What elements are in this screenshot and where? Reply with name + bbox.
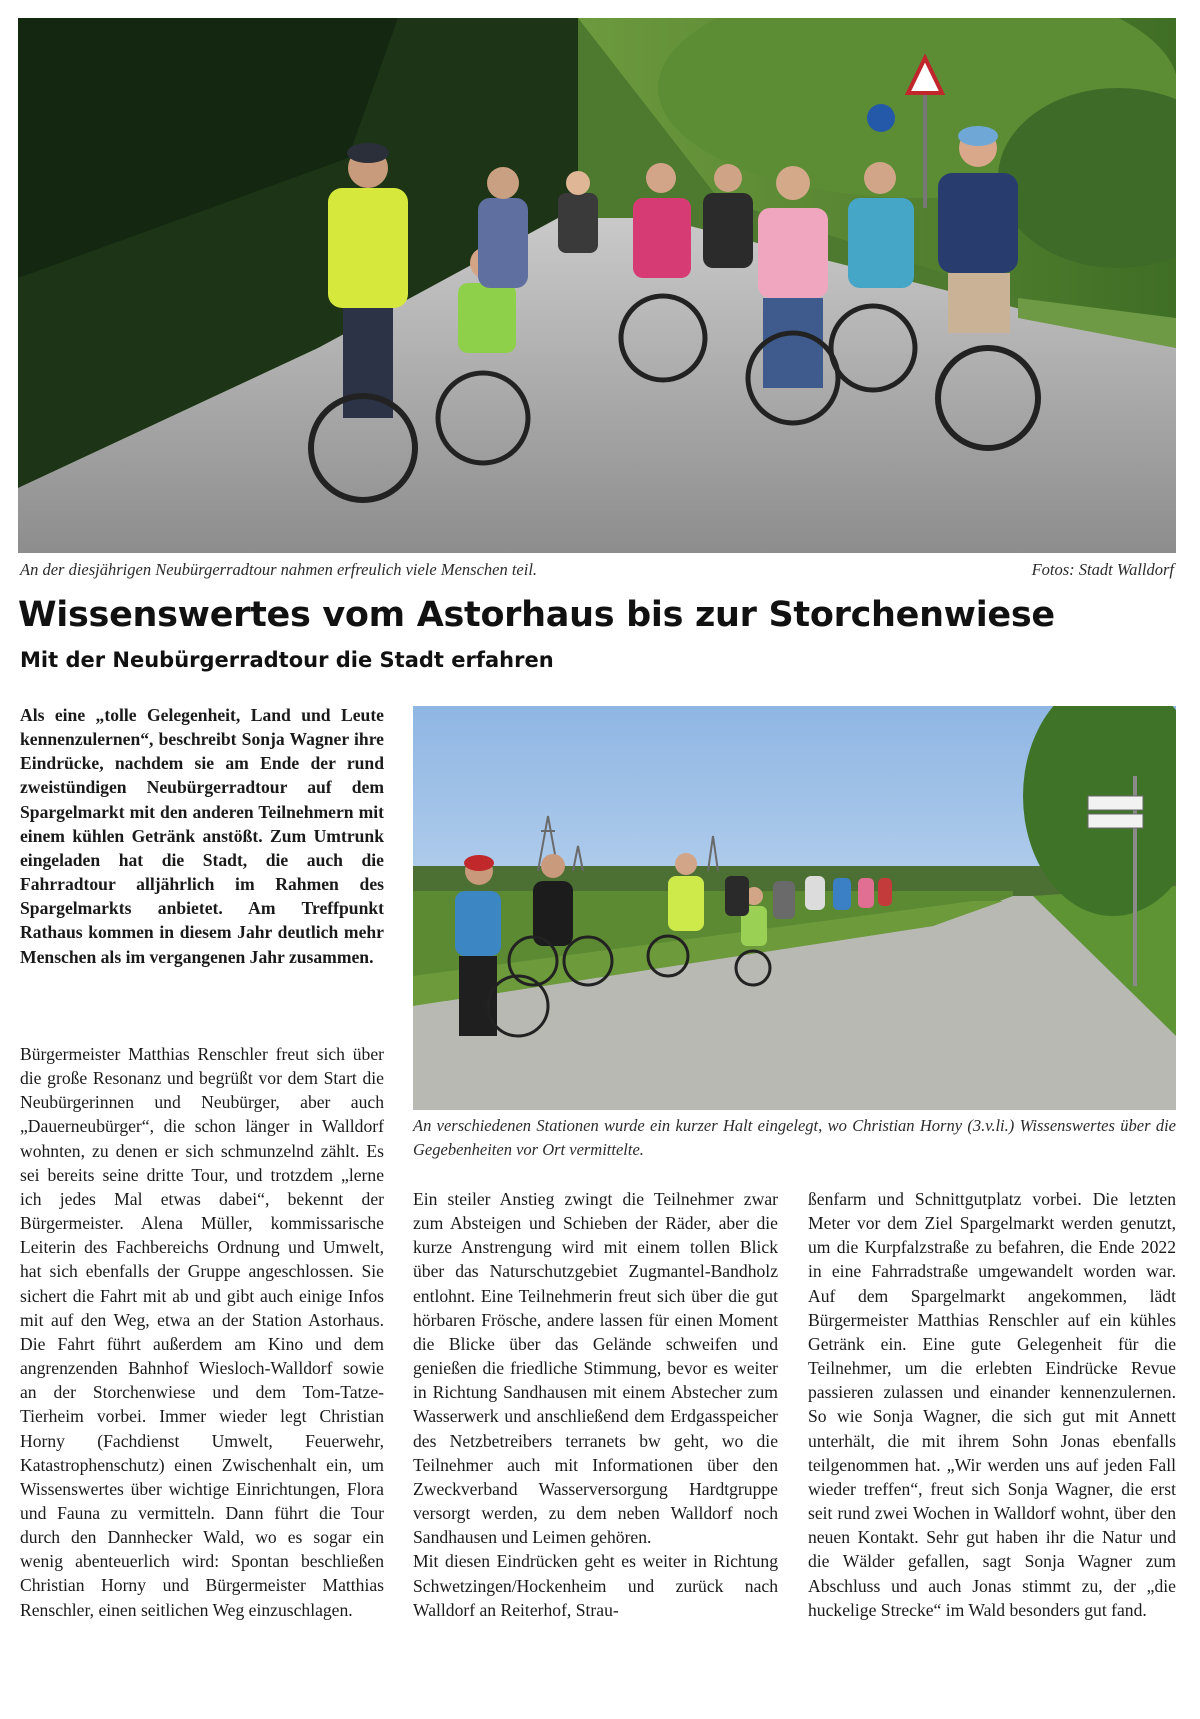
article-headline: Wissenswertes vom Astorhaus bis zur Storchenwiese: [18, 595, 1055, 635]
photo-caption-top: An der diesjährigen Neubürgerradtour nahmen erfreulich viele Menschen teil.: [20, 560, 538, 579]
photo-group-stop: [413, 706, 1176, 1110]
article-subheadline: Mit der Neubürgerradtour die Stadt erfahren: [20, 648, 554, 672]
column-3-paragraph: ßenfarm und Schnittgutplatz vorbei. Die letzten Meter vor dem Ziel Spargelmarkt werden genutzt, um die Kurpfalzstraße zu befahren, die Ende 2022 in eine Fahrradstraße umgewandelt worden war. Auf dem Spargelmarkt angekommen, lädt Bürgermeister Matthias Renschler auf ein kühles Getränk ein. Eine gute Gelegenheit für die Teilnehmer, um die erlebten Eindrücke Revue passieren zulassen und einander kennenzulernen. So wie Sonja Wagner, die sich gut mit Annett unterhält, die mit ihrem Sohn Jonas ebenfalls teilgenommen hat. „Wir werden uns auf jeden Fall wieder treffen“, freut sich Sonja Wagner, die erst seit rund zwei Wochen in Walldorf wohnt, über den neuen Kontakt. Sehr gut haben ihr die Natur und die Wälder gefallen, sagt Sonja Wagner zum Abschluss und auch Jonas stimmt zu, der „die huckelige Strecke“ im Wald besonders gut fand.: [808, 1189, 1176, 1620]
article-column-2: [413, 1187, 778, 1622]
article-lead: [20, 703, 384, 969]
photo-group-stop-image: [413, 706, 1176, 1110]
lead-paragraph: Als eine „tolle Gelegenheit, Land und Leute kennenzulernen“, beschreibt Sonja Wagner ihre Eindrücke, nachdem sie am Ende der rund zweistündigen Neubürgerradtour auf dem Spargelmarkt mit den anderen Teilnehmern mit einem kühlen Getränk anstößt. Zum Umtrunk eingeladen hat die Stadt, die auch die Fahrradtour alljährlich im Rahmen des Spargelmarkts anbietet. Am Treffpunkt Rathaus kommen in diesem Jahr deutlich mehr Menschen als im vergangenen Jahr zusammen.: [20, 705, 384, 967]
photo-credit: Fotos: Stadt Walldorf: [1031, 560, 1174, 579]
photo-caption-middle: An verschiedenen Stationen wurde ein kurzer Halt eingelegt, wo Christian Horny (3.v.li.) Wissenswertes über die Gegebenheiten vor Ort vermittelte.: [413, 1116, 1176, 1159]
column-2-paragraph-1: Ein steiler Anstieg zwingt die Teilnehmer zwar zum Absteigen und Schieben der Räder, aber die kurze Anstrengung wird mit einem tollen Blick über das Naturschutzgebiet Zugmantel-Bandholz entlohnt. Eine Teilnehmerin freut sich über die gut hörbaren Frösche, andere lassen für einen Moment die Blicke über das Gelände schweifen und genießen die friedliche Stimmung, bevor es weiter in Richtung Sandhausen mit einem Abstecher zum Wasserwerk und anschließend dem Erdgasspeicher des Netzbetreibers terranets bw geht, wo die Teilnehmer auch mit Informationen über den Zweckverband Wasserversorgung Hardtgruppe versorgt werden, zu dem neben Walldorf noch Sandhausen und Leimen gehören.: [413, 1189, 778, 1548]
column-2-paragraph-2: Mit diesen Eindrücken geht es weiter in Richtung Schwetzingen/Hockenheim und zurück nach Walldorf an Reiterhof, Strau-: [413, 1551, 778, 1620]
photo-cyclists-road: [18, 18, 1176, 553]
article-column-3: [808, 1187, 1176, 1622]
column-1-paragraph: Bürgermeister Matthias Renschler freut sich über die große Resonanz und begrüßt vor dem Start die Neubürgerinnen und Neubürger, aber auch „Dauerneubürger“, die schon länger in Walldorf wohnten, zu denen er sich schmunzelnd zählt. Es sei bereits seine dritte Tour, und trotzdem „lerne ich jedes Mal etwas dabei“, bekennt der Bürgermeister. Alena Müller, kommissarische Leiterin des Fachbereichs Ordnung und Umwelt, hat sich ebenfalls der Gruppe angeschlossen. Sie sichert die Fahrt mit ab und gibt auch einige Infos mit auf den Weg, etwa an der Station Astorhaus. Die Fahrt führt außerdem am Kino und dem angrenzenden Bahnhof Wiesloch-Walldorf sowie an der Storchenwiese und dem Tom-Tatze-Tierheim vorbei. Immer wieder legt Christian Horny (Fachdienst Umwelt, Feuerwehr, Katastrophenschutz) einen Zwischenhalt ein, um Wissenswertes über wichtige Einrichtungen, Flora und Fauna zu vermitteln. Dann führt die Tour durch den Dannhecker Wald, wo es sogar ein wenig abenteuerlich wird: Spontan beschließen Christian Horny und Bürgermeister Matthias Renschler, einen seitlichen Weg einzuschlagen.: [20, 1044, 384, 1620]
photo-cyclists-road-image: [18, 18, 1176, 553]
article-column-1: [20, 1042, 384, 1622]
